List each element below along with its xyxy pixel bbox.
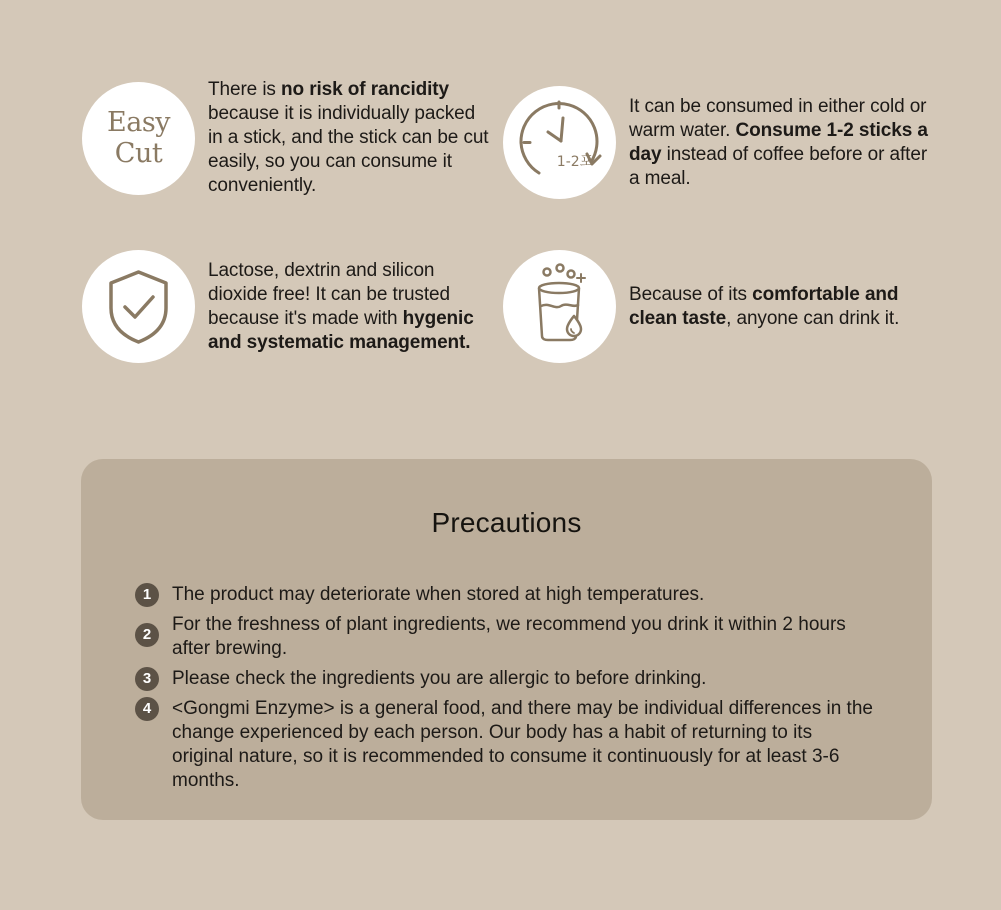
precautions-list bbox=[135, 583, 875, 799]
precaution-item bbox=[135, 667, 875, 691]
clock-icon-label: 1-2포 bbox=[556, 154, 594, 170]
precaution-item bbox=[135, 583, 875, 607]
feature-text-pre: It can be consumed in either cold or warm water. bbox=[629, 95, 927, 141]
feature-text-pre: Because of its bbox=[629, 283, 753, 305]
feature-text-pre: Lactose, dextrin and silicon dioxide free! It can be trusted because it's made with bbox=[208, 259, 450, 329]
clock-icon bbox=[503, 86, 616, 199]
feature-hygienic bbox=[82, 250, 493, 363]
precautions-panel bbox=[81, 459, 932, 820]
water-glass-icon bbox=[503, 250, 616, 363]
feature-text-bold: hygenic and systematic management. bbox=[208, 307, 474, 353]
easy-cut-line2: Cut bbox=[114, 138, 163, 169]
feature-text-bold: Consume 1-2 sticks a day bbox=[629, 119, 928, 165]
feature-text bbox=[208, 259, 493, 355]
number-badge: 1 bbox=[135, 583, 159, 607]
easy-cut-icon bbox=[82, 82, 195, 195]
precaution-text: The product may deteriorate when stored at high temperatures. bbox=[172, 584, 705, 605]
number-badge: 3 bbox=[135, 667, 159, 691]
feature-text bbox=[629, 95, 929, 191]
precautions-title: Precautions bbox=[431, 507, 582, 538]
shield-check-icon bbox=[82, 250, 195, 363]
feature-easy-cut bbox=[82, 78, 493, 198]
feature-text bbox=[629, 283, 939, 331]
number-badge: 2 bbox=[135, 623, 159, 647]
precaution-text: Please check the ingredients you are allergic to before drinking. bbox=[172, 668, 707, 689]
precaution-item bbox=[135, 697, 875, 793]
feature-text-post: , anyone can drink it. bbox=[726, 307, 900, 329]
number-badge: 4 bbox=[135, 697, 159, 721]
feature-text-post: because it is individually packed in a stick, and the stick can be cut easily, so you can consume it conveniently. bbox=[208, 103, 489, 196]
easy-cut-line1: Easy bbox=[107, 107, 170, 138]
feature-clean-taste bbox=[503, 250, 939, 363]
precaution-item bbox=[135, 613, 875, 661]
feature-text-bold: no risk of rancidity bbox=[281, 79, 449, 100]
precaution-text: <Gongmi Enzyme> is a general food, and there may be individual differences in the change experienced by each person. Our body has a habit of returning to its original nature, so it is recommended to consume it continuously for at least 3-6 months. bbox=[172, 698, 873, 791]
feature-text-pre: There is bbox=[208, 79, 282, 100]
precaution-text: For the freshness of plant ingredients, we recommend you drink it within 2 hours after brewing. bbox=[172, 614, 846, 659]
feature-text-bold: comfortable and clean taste bbox=[629, 283, 899, 329]
feature-daily-intake bbox=[503, 86, 929, 199]
feature-text bbox=[208, 78, 493, 198]
feature-text-post: instead of coffee before or after a meal. bbox=[629, 143, 928, 189]
